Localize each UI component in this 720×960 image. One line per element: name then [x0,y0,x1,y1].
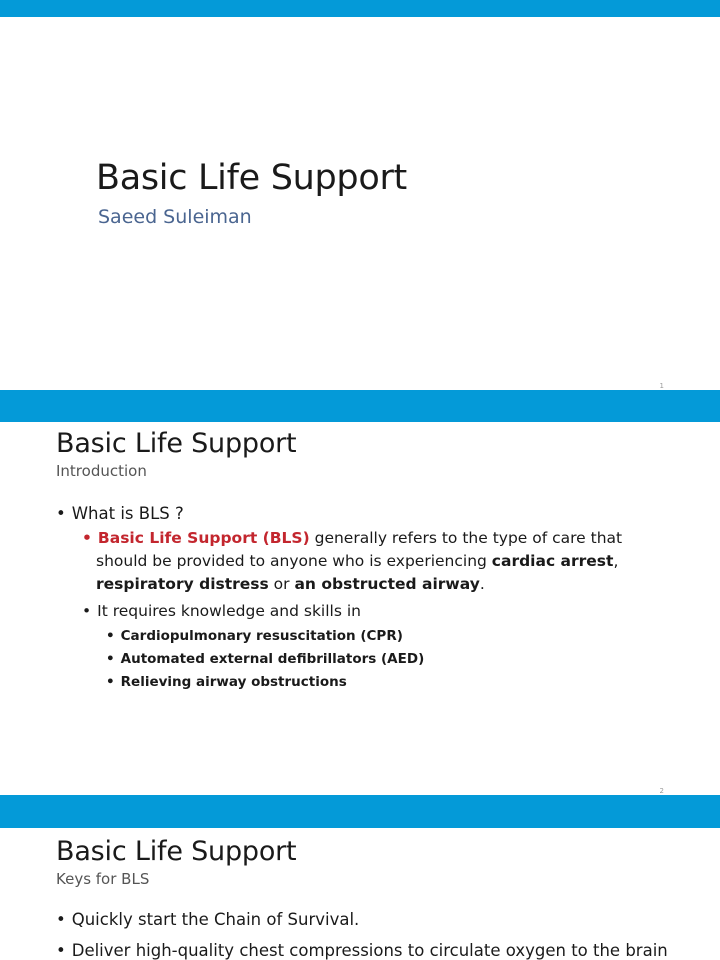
slide-separator-bar [0,390,720,422]
bullet-dot: • [56,941,66,960]
slide-1-number: 1 [659,382,664,390]
slide-3-subtitle: Keys for BLS [56,870,150,888]
bullet-dot: • [106,674,115,690]
slide-separator-bar [0,795,720,828]
bullet-dot: • [56,504,66,523]
bls-definition-line-3: respiratory distress or an obstructed airway. [96,575,485,593]
bls-definition-line-2: should be provided to anyone who is experiencing cardiac arrest, [96,552,619,570]
slide-2-title: Basic Life Support [56,428,297,459]
slide-2 [0,422,720,795]
bullet-dot: • [82,529,92,547]
skill-item: • Relieving airway obstructions [106,674,347,690]
bullet-dot: • [56,910,66,929]
bls-term: Basic Life Support (BLS) [97,529,310,547]
slide-2-number: 2 [659,787,664,795]
bullet-requires: • It requires knowledge and skills in [82,602,361,620]
skill-item: • Automated external defibrillators (AED) [106,651,425,667]
keys-bullet: • Deliver high-quality chest compressions to circulate oxygen to the brain [56,941,668,960]
bullet-bls-definition: • Basic Life Support (BLS) generally refers to the type of care that [82,529,623,547]
slide-top-bar [0,0,720,17]
bullet-what-is-bls: • What is BLS ? [56,504,184,523]
slide-1-subtitle: Saeed Suleiman [98,206,252,228]
slide-1 [0,17,720,390]
bullet-dot: • [106,628,115,644]
slide-3 [0,828,720,960]
slide-3-title: Basic Life Support [56,836,297,867]
bullet-dot: • [82,602,92,620]
slide-1-title: Basic Life Support [96,158,407,198]
keys-bullet: • Quickly start the Chain of Survival. [56,910,360,929]
skill-item: • Cardiopulmonary resuscitation (CPR) [106,628,403,644]
slide-2-subtitle: Introduction [56,462,147,480]
bullet-dot: • [106,651,115,667]
